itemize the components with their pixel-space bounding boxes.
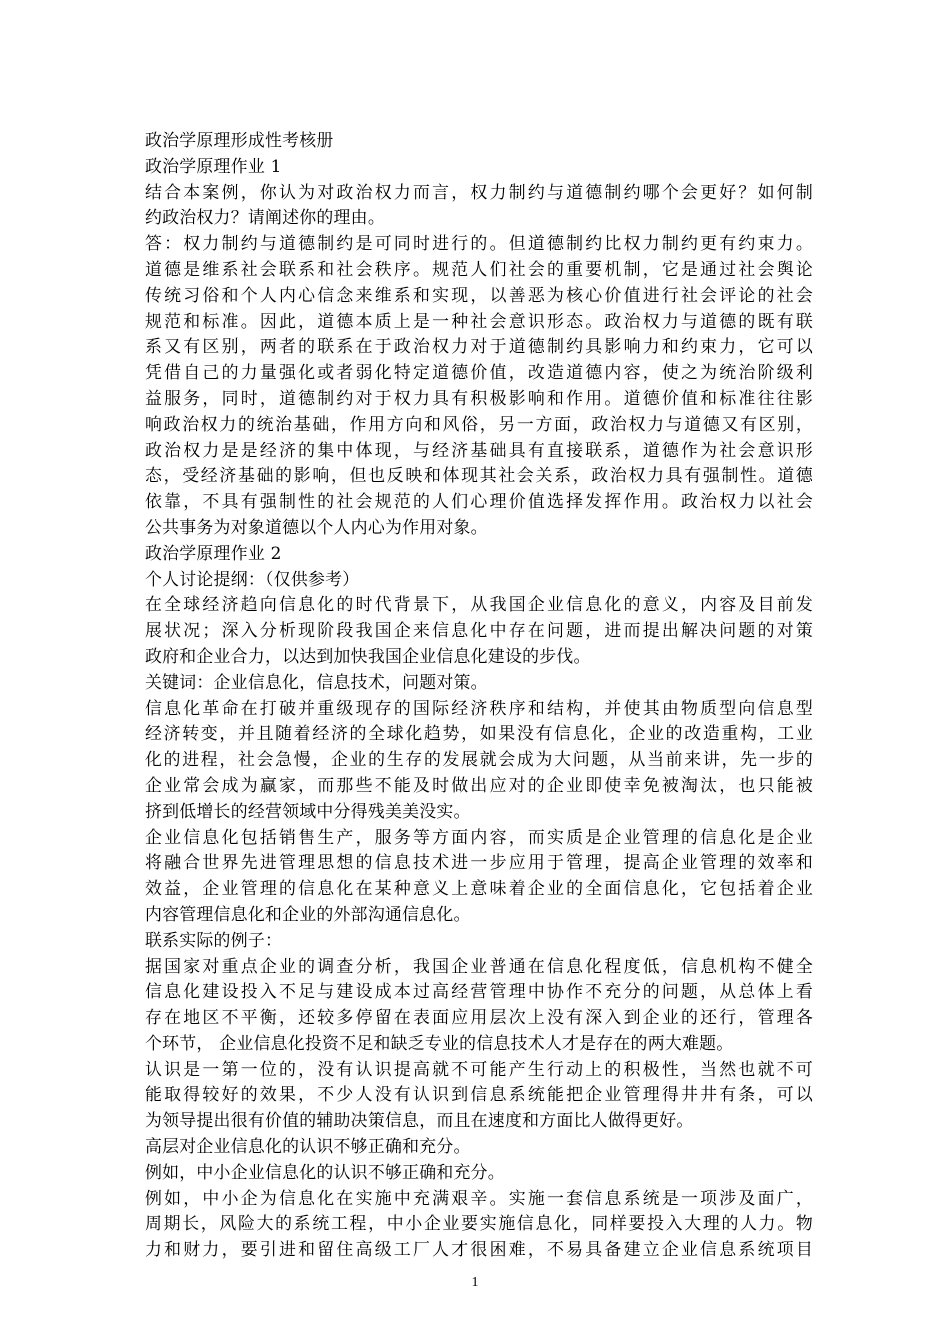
text-line: 政治学原理形成性考核册 [145,130,334,150]
text-line: 传统习俗和个人内心信念来维系和实现，以善恶为核心价值进行社会评论的社会 [145,284,813,305]
text-line: 规范和标准。因此，道德本质上是一种社会意识形态。政治权力与道德的既有联 [145,310,813,331]
text-line: 化的进程，社会急慢，企业的生存的发展就会成为大问题，从当前来讲，先一步的 [145,749,813,770]
text-line: 结合本案例，你认为对政治权力而言，权力制约与道德制约哪个会更好？如何制 [145,181,813,202]
text-line: 信息化建设投入不足与建设成本过高经营管理中协作不充分的问题，从总体上看 [145,981,813,1002]
text-line: 经济转变，并且随着经济的全球化趋势，如果没有信息化，企业的改造重构，工业 [145,723,813,744]
text-line: 将融合世界先进管理思想的信息技术进一步应用于管理，提高企业管理的效率和 [145,852,813,873]
text-line: 凭借自己的力量强化或者弱化特定道德价值，改造道德内容，使之为统治阶级利 [145,362,813,383]
text-line: 道德是维系社会联系和社会秩序。规范人们社会的重要机制，它是通过社会舆论 [145,258,813,279]
text-line: 响政治权力的统治基础，作用方向和风俗，另一方面，政治权力与道德又有区别， [145,413,813,434]
text-line: 关键词：企业信息化，信息技术，问题对策。 [145,671,488,692]
text-line: 效益，企业管理的信息化在某种意义上意味着企业的全面信息化，它包括着企业 [145,878,813,899]
text-line: 周期长，风险大的系统工程，中小企业要实施信息化，同样要投入大理的人力。物 [145,1213,813,1234]
text-line: 公共事务为对象道德以个人内心为作用对象。 [145,516,488,537]
text-line: 企业信息化包括销售生产，服务等方面内容，而实质是企业管理的信息化是企业 [145,826,813,847]
text-line: 约政治权力？请阐述你的理由。 [145,207,385,228]
text-line: 内容管理信息化和企业的外部沟通信息化。 [145,903,471,924]
text-line: 例如，中小企为信息化在实施中充满艰辛。实施一套信息系统是一项涉及面广， [145,1187,813,1208]
text-line: 存在地区不平衡，还较多停留在表面应用层次上没有深入到企业的还行，管理各 [145,1007,813,1028]
page-number: 1 [471,1275,479,1290]
text-line: 答：权力制约与道德制约是可同时进行的。但道德制约比权力制约更有约束力。 [145,233,813,254]
text-line: 展状况；深入分析现阶段我国企来信息化中存在问题，进而提出解决问题的对策 [145,620,813,641]
text-line: 联系实际的例子： [145,929,283,950]
text-line: 系又有区别，两者的联系在于政治权力对于道德制约具影响力和约束力，它可以 [145,336,813,357]
text-line: 力和财力，要引进和留住高级工厂人才很困难，不易具备建立企业信息系统项目 [145,1239,813,1260]
text-line: 为领导提出很有价值的辅助决策信息，而且在速度和方面比人做得更好。 [145,1110,694,1131]
text-line: 能取得较好的效果，不少人没有认识到信息系统能把企业管理得井井有条，可以 [145,1084,813,1105]
text-line: 在全球经济趋向信息化的时代背景下，从我国企业信息化的意义，内容及目前发 [145,594,813,615]
text-line: 例如，中小企业信息化的认识不够正确和充分。 [145,1161,505,1182]
text-line: 政治权力是是经济的集中体现，与经济基础具有直接联系，道德作为社会意识形 [145,439,813,460]
text-line: 企业常会成为赢家，而那些不能及时做出应对的企业即使幸免被淘汰，也只能被 [145,774,813,795]
text-line: 政治学原理作业 2 [145,542,282,563]
text-line: 高层对企业信息化的认识不够正确和充分。 [145,1136,471,1157]
text-line: 依靠，不具有强制性的社会规范的人们心理价值选择发挥作用。政治权力以社会 [145,491,813,512]
text-line: 个人讨论提纲：（仅供参考） [145,568,360,589]
text-line: 政府和企业合力，以达到加快我国企业信息化建设的步伐。 [145,645,591,666]
text-line: 政治学原理作业 1 [145,155,282,176]
text-line: 益服务，同时，道德制约对于权力具有积极影响和作用。道德价值和标准往往影 [145,387,813,408]
document-body [145,128,813,1263]
text-line: 个环节， 企业信息化投资不足和缺乏专业的信息技术人才是存在的两大难题。 [145,1032,734,1053]
text-line: 态，受经济基础的影响，但也反映和体现其社会关系，政治权力具有强制性。道德 [145,465,813,486]
text-line: 信息化革命在打破并重级现存的国际经济秩序和结构，并使其由物质型向信息型 [145,697,813,718]
text-line: 认识是一第一位的，没有认识提高就不可能产生行动上的积极性，当然也就不可 [145,1058,813,1079]
text-line: 挤到低增长的经营领域中分得残美美没实。 [145,800,471,821]
text-line: 据国家对重点企业的调查分析，我国企业普通在信息化程度低，信息机构不健全 [145,955,813,976]
